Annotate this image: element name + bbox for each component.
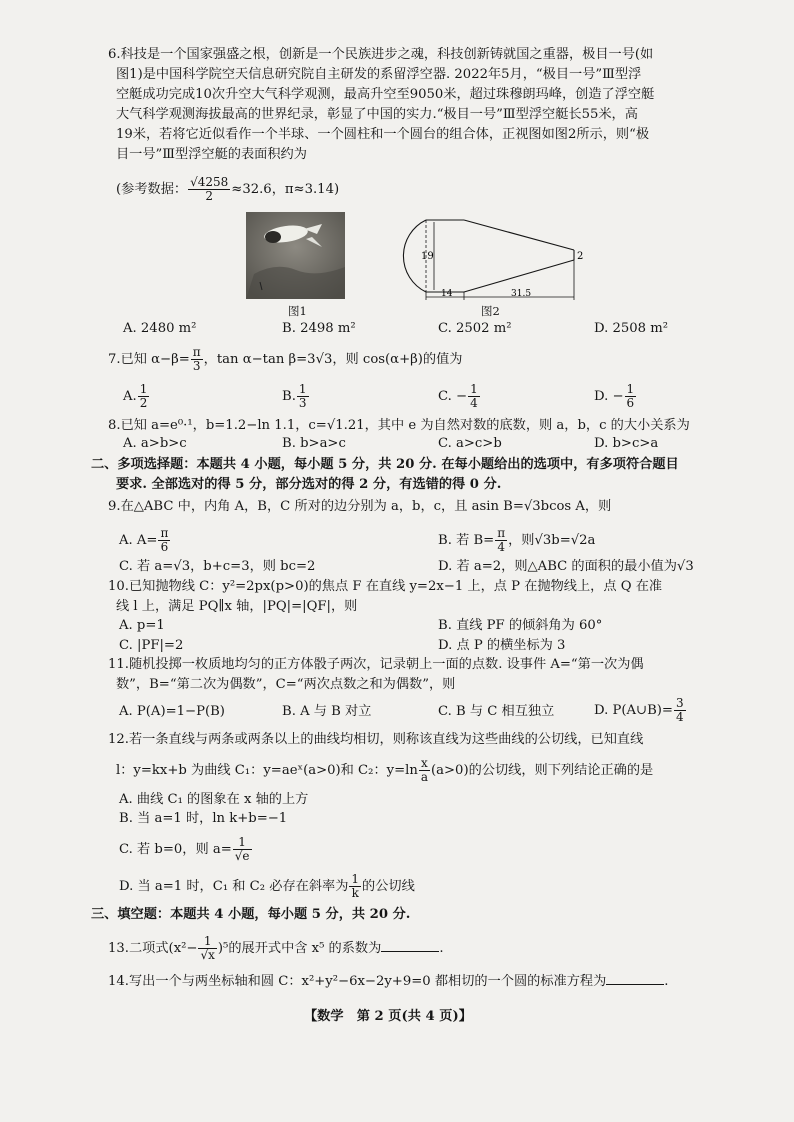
q13-end: . <box>439 941 444 956</box>
q12-line-2-fraction <box>419 757 430 784</box>
q10-choice-d[interactable]: D. 点 P 的横坐标为 3 <box>438 638 566 653</box>
q13-expr-b: )⁵ <box>217 941 229 956</box>
q9-choice-d[interactable]: D. 若 a=2，则△ABC 的面积的最小值为√3 <box>438 559 694 574</box>
q7-b-num: 1 <box>298 382 307 396</box>
q7-d-fraction <box>625 383 637 410</box>
q6-line-4: 大气科学观测海拔最高的世界纪录，彰显了中国的实力.“极目一号”Ⅲ型浮空艇长55米，高 <box>116 107 638 122</box>
q7-d-prefix: D. − <box>594 389 624 404</box>
q7-stem-b: ，tan α−tan β=3√3，则 cos(α+β)的值为 <box>203 352 463 367</box>
q12-choice-d[interactable] <box>119 873 415 900</box>
label-right: 31.5 <box>511 289 532 299</box>
q13-stem <box>108 935 444 962</box>
q9-a-num: π <box>160 526 169 540</box>
q13-suffix: 的展开式中含 x⁵ 的系数为 <box>228 941 382 956</box>
q10-choice-b[interactable]: B. 直线 PF 的倾斜角为 60° <box>438 618 603 633</box>
q12-c-prefix: C. 若 b=0，则 a= <box>119 842 232 857</box>
q12-line-2-a: l：y=kx+b 为曲线 C₁：y=aeˣ(a>0)和 C₂：y=ln <box>116 763 418 778</box>
q8-choice-a[interactable]: A. a>b>c <box>123 436 187 451</box>
q12-line-1: 12.若一条直线与两条或两条以上的曲线均相切，则称该直线为这些曲线的公切线，已知直线 <box>108 732 644 747</box>
q7-c-num: 1 <box>470 382 478 396</box>
q7-d-den: 6 <box>626 396 635 410</box>
q11-d-prefix: D. P(A∪B)= <box>594 703 673 718</box>
q7-choice-c[interactable] <box>438 383 481 410</box>
q14-answer-blank[interactable] <box>606 972 664 985</box>
q14-stem <box>108 972 669 991</box>
q7-a-num: 1 <box>139 382 148 396</box>
section-2-heading-cont: 要求. 全部选对的得 5 分，部分选对的得 2 分，有选错的得 0 分. <box>116 477 502 492</box>
label-tip: 2 <box>577 251 584 262</box>
q12-choice-a[interactable]: A. 曲线 C₁ 的图象在 x 轴的上方 <box>119 792 309 807</box>
q12-choice-c[interactable] <box>119 836 253 863</box>
q12-d-fraction <box>349 873 361 900</box>
ref-fraction-den: 2 <box>205 189 213 203</box>
section-3-heading: 三、填空题：本题共 4 小题，每小题 5 分，共 20 分. <box>91 907 411 922</box>
q7-choice-d[interactable] <box>594 383 637 410</box>
q9-b-suffix: ，则√3b=√2a <box>508 533 596 548</box>
label-height: 19 <box>421 251 434 262</box>
q9-b-fraction <box>495 527 507 554</box>
q7-c-prefix: C. − <box>438 389 468 404</box>
q9-choice-c[interactable]: C. 若 a=√3，b+c=3，则 bc=2 <box>119 559 316 574</box>
q7-fraction <box>191 346 203 373</box>
q7-a-den: 2 <box>139 396 148 410</box>
q10-line-1: 10.已知抛物线 C：y²=2px(p>0)的焦点 F 在直线 y=2x−1 上，点 P 在抛物线上，点 Q 在准 <box>108 579 663 594</box>
q13-expr-a: (x²− <box>168 941 198 956</box>
page-footer: 【数学 第 2 页(共 4 页)】 <box>304 1009 472 1024</box>
q11-choice-b[interactable]: B. A 与 B 对立 <box>282 704 372 719</box>
label-left: 14 <box>441 289 453 299</box>
q8-choice-b[interactable]: B. b>a>c <box>282 436 346 451</box>
frustum-top <box>464 220 574 250</box>
q9-b-den: 4 <box>497 540 505 554</box>
q9-b-num: π <box>497 526 506 540</box>
q8-stem: 8.已知 a=e⁰·¹，b=1.2−ln 1.1，c=√1.21，其中 e 为自然对数的底数，则 a，b，c 的大小关系为 <box>108 418 690 433</box>
q12-line-2 <box>116 757 653 784</box>
q12-d-den: k <box>351 886 359 900</box>
airship-photo-illustration <box>246 212 345 299</box>
q12-line-2-b: (a>0)的公切线，则下列结论正确的是 <box>431 763 654 778</box>
frustum-bottom <box>464 260 574 292</box>
q7-choice-b[interactable] <box>282 383 310 410</box>
q9-choice-b[interactable] <box>438 527 595 554</box>
q7-b-prefix: B. <box>282 389 296 404</box>
q13-frac-den: √x <box>200 948 215 962</box>
figure-2-caption: 图2 <box>481 304 500 318</box>
q6-line-1: 6.科技是一个国家强盛之根，创新是一个民族进步之魂，科技创新铸就国之重器，极目一号(如 <box>108 47 654 62</box>
q11-choice-a[interactable]: A. P(A)=1−P(B) <box>119 704 225 719</box>
q12-frac-num: x <box>419 757 430 771</box>
q6-line-2: 图1)是中国科学院空天信息研究院自主研发的系留浮空器. 2022年5月，“极目一号”Ⅲ型浮 <box>116 67 642 82</box>
q10-choice-a[interactable]: A. p=1 <box>119 618 165 633</box>
q7-b-den: 3 <box>298 396 307 410</box>
q6-line-6: 目一号”Ⅲ型浮空艇的表面积约为 <box>116 147 307 162</box>
q9-a-prefix: A. A= <box>119 533 158 548</box>
q14-text: 14.写出一个与两坐标轴和圆 C：x²+y²−6x−2y+9=0 都相切的一个圆的标准方程为 <box>108 974 607 989</box>
q11-line-2: 数”，B=“第二次为偶数”，C=“两次点数之和为偶数”，则 <box>116 677 456 692</box>
q7-c-den: 4 <box>470 396 478 410</box>
q13-answer-blank[interactable] <box>381 939 439 952</box>
q6-choice-c[interactable]: C. 2502 m² <box>438 321 512 336</box>
q6-choice-b[interactable]: B. 2498 m² <box>282 321 356 336</box>
ref-suffix: ≈32.6，π≈3.14) <box>231 182 340 197</box>
q7-frac-num: π <box>192 345 201 359</box>
q12-choice-b[interactable]: B. 当 a=1 时，ln k+b=−1 <box>119 811 288 826</box>
q13-frac-num: 1 <box>198 935 216 949</box>
q13-fraction <box>198 935 216 962</box>
figure-1-airship-photo <box>246 212 345 299</box>
q6-choice-d[interactable]: D. 2508 m² <box>594 321 669 336</box>
q7-choice-a[interactable] <box>123 383 150 410</box>
ref-fraction-num: √4258 <box>190 175 229 189</box>
q6-line-3: 空艇成功完成10次升空大气科学观测，最高升空至9050米，超过珠穆朗玛峰，创造了浮空艇 <box>116 87 655 102</box>
q9-b-prefix: B. 若 B= <box>438 533 495 548</box>
q9-choice-a[interactable] <box>119 527 171 554</box>
q11-choice-c[interactable]: C. B 与 C 相互独立 <box>438 704 555 719</box>
q12-frac-den: a <box>420 770 428 784</box>
q7-d-num: 1 <box>626 382 635 396</box>
q11-d-fraction <box>674 697 686 724</box>
q7-stem <box>108 346 462 373</box>
q12-d-prefix: D. 当 a=1 时，C₁ 和 C₂ 必存在斜率为 <box>119 879 349 894</box>
q7-a-fraction <box>138 383 150 410</box>
figure-2-front-view <box>388 212 598 304</box>
q7-b-fraction <box>297 383 309 410</box>
q10-choice-c[interactable]: C. |PF|=2 <box>119 638 184 653</box>
q12-c-fraction <box>233 836 252 863</box>
figure-1-caption: 图1 <box>288 304 307 318</box>
q7-a-prefix: A. <box>123 389 137 404</box>
q6-choice-a[interactable]: A. 2480 m² <box>123 321 197 336</box>
q8-choice-d[interactable]: D. b>c>a <box>594 436 659 451</box>
q9-stem: 9.在△ABC 中，内角 A，B，C 所对的边分别为 a，b，c，且 asin B=√3bcos A，则 <box>108 499 612 514</box>
ref-fraction <box>188 176 230 203</box>
q6-reference-data <box>116 176 339 203</box>
q11-d-den: 4 <box>675 710 684 724</box>
q12-c-num: 1 <box>233 836 252 850</box>
q9-a-fraction <box>158 527 170 554</box>
ref-prefix: (参考数据： <box>116 182 188 197</box>
q7-stem-a: 7.已知 α−β= <box>108 352 190 367</box>
q13-prefix: 13.二项式 <box>108 941 169 956</box>
q14-end: . <box>664 974 669 989</box>
section-2-heading: 二、多项选择题：本题共 4 小题，每小题 5 分，共 20 分. 在每小题给出的选项中，有多项符合题目 <box>91 457 679 472</box>
q6-line-5: 19米，若将它近似看作一个半球、一个圆柱和一个圆台的组合体，正视图如图2所示，则“极 <box>116 127 650 142</box>
q12-d-suffix: 的公切线 <box>362 879 415 894</box>
q10-line-2: 线 l 上，满足 PQ∥x 轴，|PQ|=|QF|，则 <box>116 599 358 614</box>
q11-line-1: 11.随机投掷一枚质地均匀的正方体骰子两次，记录朝上一面的点数. 设事件 A=“第一次为偶 <box>108 657 644 672</box>
q7-c-fraction <box>468 383 480 410</box>
q11-d-num: 3 <box>675 696 684 710</box>
q7-frac-den: 3 <box>192 359 201 373</box>
q8-choice-c[interactable]: C. a>c>b <box>438 436 502 451</box>
q11-choice-d[interactable] <box>594 697 687 724</box>
q12-d-num: 1 <box>351 872 360 886</box>
q12-c-den: √e <box>234 849 250 863</box>
q9-a-den: 6 <box>160 540 169 554</box>
